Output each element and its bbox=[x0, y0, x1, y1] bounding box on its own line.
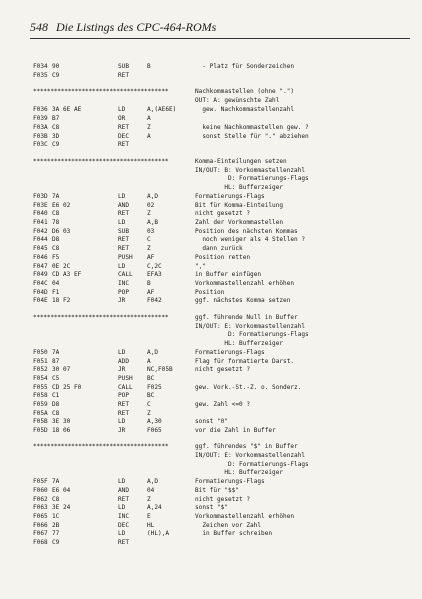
hex-bytes: C9 bbox=[52, 539, 60, 546]
comment: HL: Bufferzeiger bbox=[195, 340, 284, 347]
comment: ggf. führende Null in Buffer bbox=[195, 314, 298, 321]
address: F034 bbox=[33, 63, 48, 70]
mnemonic: PUSH bbox=[118, 375, 133, 382]
mnemonic: JR bbox=[118, 297, 126, 304]
comment: "," bbox=[195, 263, 207, 270]
address: F047 bbox=[33, 263, 48, 270]
mnemonic: LD bbox=[118, 193, 126, 200]
mnemonic: AND bbox=[118, 202, 130, 209]
mnemonic: LD bbox=[118, 349, 126, 356]
mnemonic: INC bbox=[118, 513, 130, 520]
comment: HL: Bufferzeiger bbox=[195, 184, 284, 191]
address: F059 bbox=[33, 401, 48, 408]
comment: - Platz für Sonderzeichen bbox=[195, 63, 295, 70]
hex-bytes: C8 bbox=[52, 124, 60, 131]
operand: A,(AE6E) bbox=[147, 106, 177, 113]
address: F03E bbox=[33, 202, 48, 209]
hex-bytes: C8 bbox=[52, 210, 60, 217]
address: F050 bbox=[33, 349, 48, 356]
mnemonic: DEC bbox=[118, 522, 130, 529]
address: F041 bbox=[33, 219, 48, 226]
hex-bytes: C5 bbox=[52, 375, 60, 382]
comment: sonst Stelle für "." abziehen bbox=[195, 133, 309, 140]
hex-bytes: C9 bbox=[52, 141, 60, 148]
comment: HL: Bufferzeiger bbox=[195, 469, 284, 476]
hex-bytes: 18 06 bbox=[52, 427, 71, 434]
mnemonic: CALL bbox=[118, 384, 133, 391]
address: F051 bbox=[33, 358, 48, 365]
operand: A,D bbox=[147, 193, 159, 200]
separator-stars: *************************************** bbox=[33, 88, 169, 95]
hex-bytes: E6 04 bbox=[52, 487, 71, 494]
operand: C,2C bbox=[147, 263, 162, 270]
mnemonic: LD bbox=[118, 106, 126, 113]
operand: E bbox=[147, 513, 151, 520]
comment: Vorkommastellenzahl erhöhen bbox=[195, 513, 295, 520]
address: F04D bbox=[33, 289, 48, 296]
mnemonic: LD bbox=[118, 530, 126, 537]
address: F036 bbox=[33, 106, 48, 113]
comment: D: Formatierungs-Flags bbox=[195, 331, 309, 338]
mnemonic: JR bbox=[118, 427, 126, 434]
comment: sonst "0" bbox=[195, 418, 229, 425]
hex-bytes: E6 02 bbox=[52, 202, 71, 209]
hex-bytes: F5 bbox=[52, 254, 60, 261]
hex-bytes: 7A bbox=[52, 193, 60, 200]
address: F05B bbox=[33, 418, 48, 425]
address: F05A bbox=[33, 410, 48, 417]
hex-bytes: 1C bbox=[52, 513, 60, 520]
operand: F025 bbox=[147, 384, 162, 391]
comment: Flag für formatierte Darst. bbox=[195, 358, 295, 365]
operand: EFA3 bbox=[147, 271, 162, 278]
address: F039 bbox=[33, 115, 48, 122]
comment: Position des nächsten Kommas bbox=[195, 228, 298, 235]
comment: IN/OUT: E: Vorkommastellenzahl bbox=[195, 323, 306, 330]
operand: C bbox=[147, 401, 151, 408]
hex-bytes: C8 bbox=[52, 245, 60, 252]
hex-bytes: 77 bbox=[52, 530, 60, 537]
mnemonic: LD bbox=[118, 263, 126, 270]
operand: Z bbox=[147, 210, 151, 217]
mnemonic: RET bbox=[118, 141, 130, 148]
comment: Formatierungs-Flags bbox=[195, 193, 265, 200]
mnemonic: PUSH bbox=[118, 254, 133, 261]
address: F03A bbox=[33, 124, 48, 131]
operand: AF bbox=[147, 254, 155, 261]
comment: sonst "$" bbox=[195, 504, 229, 511]
hex-bytes: 3D bbox=[52, 133, 60, 140]
address: F055 bbox=[33, 384, 48, 391]
hex-bytes: B7 bbox=[52, 115, 60, 122]
mnemonic: AND bbox=[118, 487, 130, 494]
operand: 04 bbox=[147, 487, 155, 494]
address: F042 bbox=[33, 228, 48, 235]
address: F062 bbox=[33, 496, 48, 503]
operand: AF bbox=[147, 289, 155, 296]
operand: 03 bbox=[147, 228, 155, 235]
separator-stars: *************************************** bbox=[33, 158, 169, 165]
address: F054 bbox=[33, 375, 48, 382]
comment: Position bbox=[195, 289, 225, 296]
address: F05D bbox=[33, 427, 48, 434]
comment: Bit für Komma-Einteilung bbox=[195, 202, 284, 209]
comment: Formatierungs-Flags bbox=[195, 478, 265, 485]
comment: Zeichen vor Zahl bbox=[195, 522, 262, 529]
operand: B bbox=[147, 280, 151, 287]
operand: A,30 bbox=[147, 418, 162, 425]
address: F040 bbox=[33, 210, 48, 217]
comment: Formatierungs-Flags bbox=[195, 349, 265, 356]
operand: A bbox=[147, 133, 151, 140]
hex-bytes: D6 03 bbox=[52, 228, 71, 235]
mnemonic: LD bbox=[118, 418, 126, 425]
hex-bytes: C8 bbox=[52, 496, 60, 503]
operand: 02 bbox=[147, 202, 155, 209]
comment: Bit für "$$" bbox=[195, 487, 240, 494]
comment: ggf. führendes "$" in Buffer bbox=[195, 443, 298, 450]
mnemonic: INC bbox=[118, 280, 130, 287]
mnemonic: SUB bbox=[118, 63, 130, 70]
address: F052 bbox=[33, 366, 48, 373]
operand: A,24 bbox=[147, 504, 162, 511]
operand: A,D bbox=[147, 478, 159, 485]
hex-bytes: D8 bbox=[52, 236, 60, 243]
address: F044 bbox=[33, 236, 48, 243]
operand: Z bbox=[147, 496, 151, 503]
address: F03B bbox=[33, 133, 48, 140]
hex-bytes: F1 bbox=[52, 289, 60, 296]
comment: Position retten bbox=[195, 254, 251, 261]
page-number: 548 bbox=[30, 20, 48, 34]
comment: IN/OUT: B: Vorkommastellenzahl bbox=[195, 167, 306, 174]
operand: A bbox=[147, 115, 151, 122]
address: F063 bbox=[33, 504, 48, 511]
mnemonic: POP bbox=[118, 289, 130, 296]
hex-bytes: 7A bbox=[52, 478, 60, 485]
comment: keine Nachkommastellen gew. ? bbox=[195, 124, 309, 131]
hex-bytes: CD 25 F0 bbox=[52, 384, 82, 391]
operand: B bbox=[147, 63, 151, 70]
hex-bytes: 30 07 bbox=[52, 366, 71, 373]
hex-bytes: 0E 2C bbox=[52, 263, 71, 270]
comment: D: Formatierungs-Flags bbox=[195, 175, 309, 182]
operand: HL bbox=[147, 522, 155, 529]
hex-bytes: 2B bbox=[52, 522, 60, 529]
mnemonic: RET bbox=[118, 124, 130, 131]
hex-bytes: C1 bbox=[52, 392, 60, 399]
operand: A,D bbox=[147, 349, 159, 356]
mnemonic: SUB bbox=[118, 228, 130, 235]
operand: BC bbox=[147, 392, 155, 399]
operand: Z bbox=[147, 245, 151, 252]
address: F065 bbox=[33, 513, 48, 520]
comment: in Buffer schreiben bbox=[195, 530, 273, 537]
mnemonic: RET bbox=[118, 245, 130, 252]
hex-bytes: CD A3 EF bbox=[52, 271, 82, 278]
operand: Z bbox=[147, 410, 151, 417]
operand: Z bbox=[147, 124, 151, 131]
mnemonic: LD bbox=[118, 504, 126, 511]
comment: ggf. nächstes Komma setzen bbox=[195, 297, 291, 304]
address: F066 bbox=[33, 522, 48, 529]
comment: dann zurück bbox=[195, 245, 243, 252]
comment: OUT: A: gewünschte Zahl bbox=[195, 97, 280, 104]
hex-bytes: 3A 6E AE bbox=[52, 106, 82, 113]
comment: Vorkommastellenzahl erhöhen bbox=[195, 280, 295, 287]
comment: in Buffer einfügen bbox=[195, 271, 262, 278]
comment: Komma-Einteilungen setzen bbox=[195, 158, 287, 165]
hex-bytes: C9 bbox=[52, 72, 60, 79]
address: F03C bbox=[33, 141, 48, 148]
comment: D: Formatierungs-Flags bbox=[195, 461, 309, 468]
operand: NC,F05B bbox=[147, 366, 173, 373]
address: F05F bbox=[33, 478, 48, 485]
operand: A bbox=[147, 358, 151, 365]
operand: (HL),A bbox=[147, 530, 170, 537]
operand: A,B bbox=[147, 219, 159, 226]
mnemonic: RET bbox=[118, 236, 130, 243]
comment: nicht gesetzt ? bbox=[195, 366, 251, 373]
mnemonic: RET bbox=[118, 539, 130, 546]
mnemonic: ADD bbox=[118, 358, 130, 365]
mnemonic: RET bbox=[118, 401, 130, 408]
mnemonic: OR bbox=[118, 115, 126, 122]
mnemonic: RET bbox=[118, 410, 130, 417]
comment: gew. Nachkommastellenzahl bbox=[195, 106, 295, 113]
mnemonic: CALL bbox=[118, 271, 133, 278]
address: F045 bbox=[33, 245, 48, 252]
comment: Nachkommastellen (ohne ".") bbox=[195, 88, 295, 95]
address: F060 bbox=[33, 487, 48, 494]
mnemonic: RET bbox=[118, 496, 130, 503]
mnemonic: DEC bbox=[118, 133, 130, 140]
hex-bytes: D8 bbox=[52, 401, 60, 408]
comment: nicht gesetzt ? bbox=[195, 210, 251, 217]
operand: F065 bbox=[147, 427, 162, 434]
hex-bytes: 3E 24 bbox=[52, 504, 71, 511]
comment: Zahl der Vorkommastellen bbox=[195, 219, 284, 226]
hex-bytes: 04 bbox=[52, 280, 60, 287]
address: F067 bbox=[33, 530, 48, 537]
address: F035 bbox=[33, 72, 48, 79]
mnemonic: RET bbox=[118, 72, 130, 79]
hex-bytes: 87 bbox=[52, 358, 60, 365]
hex-bytes: 18 F2 bbox=[52, 297, 71, 304]
operand: F042 bbox=[147, 297, 162, 304]
mnemonic: JR bbox=[118, 366, 126, 373]
mnemonic: POP bbox=[118, 392, 130, 399]
separator-stars: *************************************** bbox=[33, 314, 169, 321]
address: F058 bbox=[33, 392, 48, 399]
address: F04E bbox=[33, 297, 48, 304]
hex-bytes: 78 bbox=[52, 219, 60, 226]
address: F049 bbox=[33, 271, 48, 278]
separator-stars: *************************************** bbox=[33, 443, 169, 450]
operand: BC bbox=[147, 375, 155, 382]
hex-bytes: 3E 30 bbox=[52, 418, 71, 425]
comment: gew. Vork.-St.-Z. o. Sonderz. bbox=[195, 384, 302, 391]
address: F03D bbox=[33, 193, 48, 200]
comment: vor die Zahl in Buffer bbox=[195, 427, 276, 434]
address: F046 bbox=[33, 254, 48, 261]
comment: gew. Zahl <=0 ? bbox=[195, 401, 251, 408]
comment: noch weniger als 4 Stellen ? bbox=[195, 236, 306, 243]
address: F068 bbox=[33, 539, 48, 546]
comment: nicht gesetzt ? bbox=[195, 496, 251, 503]
hex-bytes: 90 bbox=[52, 63, 60, 70]
mnemonic: LD bbox=[118, 219, 126, 226]
running-title: Die Listings des CPC-464-ROMs bbox=[56, 20, 217, 34]
page-header bbox=[30, 20, 410, 39]
mnemonic: LD bbox=[118, 478, 126, 485]
operand: C bbox=[147, 236, 151, 243]
comment: IN/OUT: E: Vorkommastellenzahl bbox=[195, 452, 306, 459]
mnemonic: RET bbox=[118, 210, 130, 217]
hex-bytes: C8 bbox=[52, 410, 60, 417]
hex-bytes: 7A bbox=[52, 349, 60, 356]
address: F04C bbox=[33, 280, 48, 287]
